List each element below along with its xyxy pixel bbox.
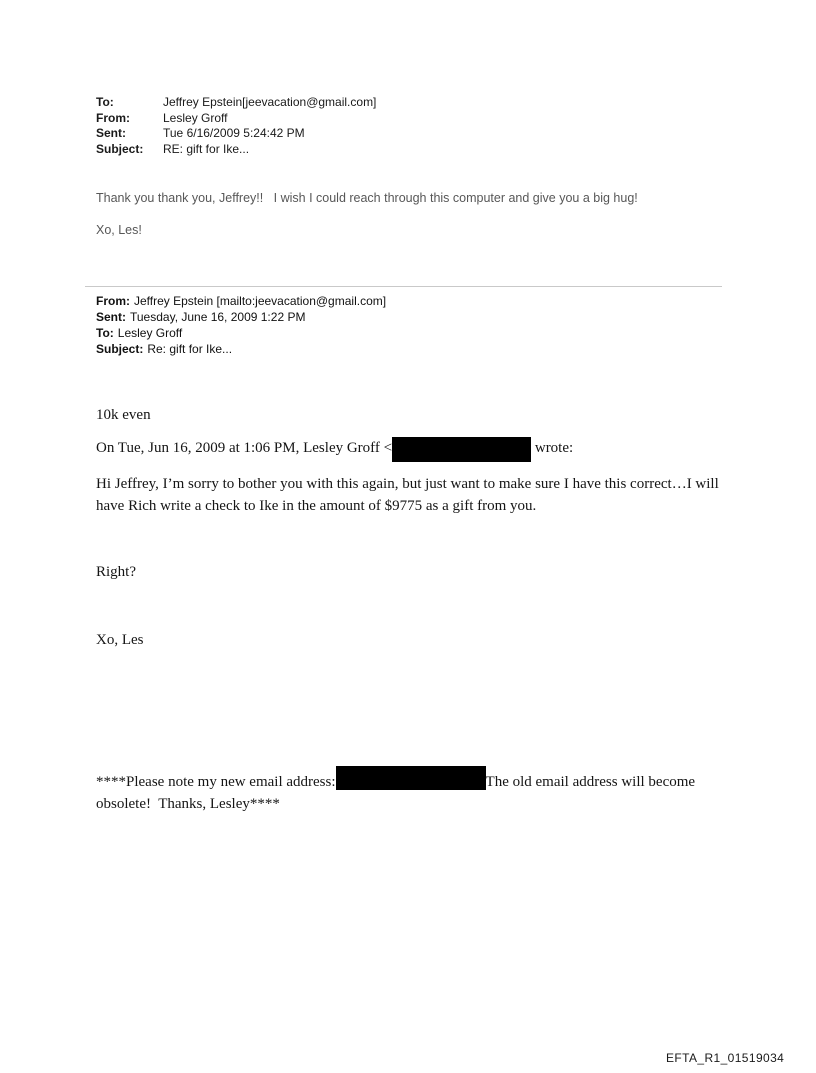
quoted-header-row-to — [96, 325, 386, 341]
redaction-bar-email — [392, 437, 531, 462]
sent-label: Sent: — [96, 126, 126, 140]
quoted-body-question: Right? — [96, 564, 136, 580]
reply-body-paragraph: Thank you thank you, Jeffrey!! I wish I could reach through this computer and give you a big hug! — [96, 191, 638, 205]
quoted-from-value: Jeffrey Epstein [mailto:jeevacation@gmail.com] — [134, 294, 387, 308]
email-header — [96, 95, 376, 157]
attribution-text-after: wrote: — [531, 440, 574, 457]
to-label: To: — [96, 95, 114, 109]
redaction-bar-new-email — [336, 766, 486, 790]
quoted-to-label: To: — [96, 326, 114, 340]
quoted-subject-label: Subject: — [96, 342, 144, 356]
quoted-sent-label: Sent: — [96, 310, 126, 324]
quoted-body-signoff: Xo, Les — [96, 632, 144, 648]
quoted-attribution-line — [96, 436, 573, 462]
email-address-notice — [96, 766, 746, 815]
quoted-body-intro: 10k even — [96, 407, 151, 423]
from-value: Lesley Groff — [163, 110, 228, 125]
subject-label: Subject: — [96, 141, 144, 156]
to-value: Jeffrey Epstein[jeevacation@gmail.com] — [163, 95, 377, 109]
header-row-to — [96, 95, 376, 111]
quoted-header-row-subject — [96, 341, 386, 357]
from-label: From: — [96, 110, 130, 125]
quoted-sent-value: Tuesday, June 16, 2009 1:22 PM — [130, 310, 306, 324]
reply-signoff: Xo, Les! — [96, 223, 142, 237]
header-row-subject — [96, 142, 376, 158]
quoted-subject-value: Re: gift for Ike... — [147, 342, 233, 356]
bates-number: EFTA_R1_01519034 — [666, 1051, 785, 1065]
quoted-email-header — [96, 293, 386, 357]
notice-text-before: ****Please note my new email address: — [96, 774, 336, 790]
quoted-body-paragraph: Hi Jeffrey, I’m sorry to bother you with this again, but just want to make sure I have this correct…I will have Rich write a check to Ike in the amount of $9775 as a gift from you. — [96, 476, 723, 514]
quoted-header-row-from — [96, 293, 386, 309]
header-row-sent — [96, 126, 376, 142]
attribution-text-before: On Tue, Jun 16, 2009 at 1:06 PM, Lesley Groff < — [96, 440, 393, 457]
sent-value: Tue 6/16/2009 5:24:42 PM — [163, 126, 305, 140]
header-row-from — [96, 111, 376, 127]
quoted-header-row-sent — [96, 309, 386, 325]
notice-text-after: The old email address will become obsolete! Thanks, Lesley**** — [96, 774, 699, 812]
quoted-email-divider — [85, 286, 722, 287]
subject-value: RE: gift for Ike... — [163, 141, 250, 156]
quoted-from-label: From: — [96, 294, 130, 308]
quoted-to-value: Lesley Groff — [117, 326, 183, 340]
